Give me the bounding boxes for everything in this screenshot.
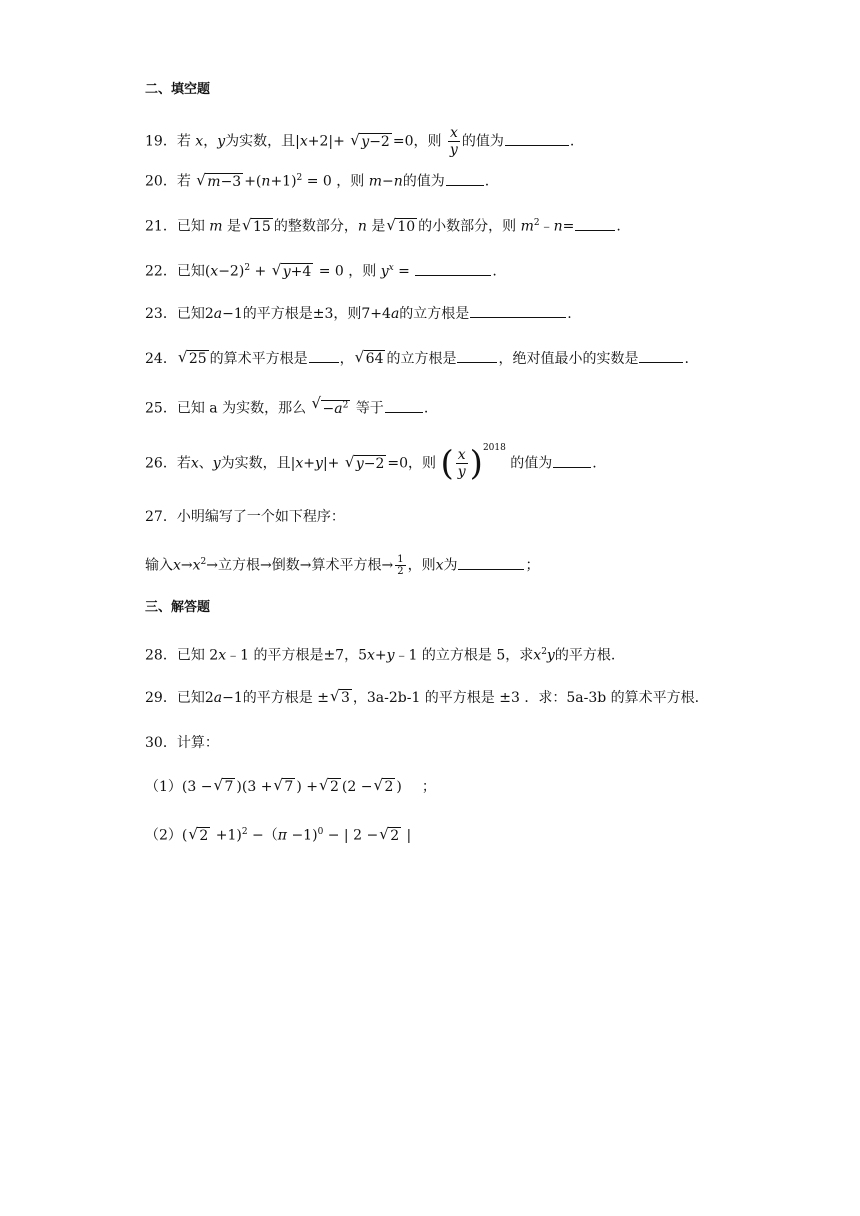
question-29 (145, 688, 699, 708)
radical: √ 7 (213, 776, 234, 795)
q20-text: 的值为 (402, 173, 445, 190)
exponent: 2 (241, 827, 248, 837)
period: . (492, 263, 497, 280)
answer-blank[interactable] (639, 348, 683, 363)
q26-text: 若 (176, 455, 191, 472)
var-a: a (213, 690, 223, 706)
var-x: x (210, 263, 219, 280)
question-number: 25． (145, 400, 177, 417)
var-x: x (533, 647, 542, 664)
question-20 (145, 168, 489, 192)
question-24 (145, 348, 689, 369)
answer-blank[interactable] (470, 303, 566, 318)
radicand: 64 (365, 351, 384, 367)
var-y: y (386, 647, 395, 664)
exponent: 0 (317, 827, 324, 837)
radical: √ y−2 (350, 130, 390, 150)
numerator: 1 (397, 554, 404, 566)
var-y: y (361, 133, 370, 150)
q21-text: 的小数部分，则 (418, 218, 517, 235)
var-a: a (390, 306, 400, 322)
q23-text: 的立方根是 (399, 306, 470, 322)
radicand: 7 (224, 779, 234, 795)
question-30-part-1 (145, 777, 436, 797)
radicand: 2 (330, 779, 339, 795)
var-n: n (357, 218, 367, 235)
exponent: 2 (342, 400, 349, 410)
question-27-program (145, 552, 539, 577)
expr-text: (3 − (181, 779, 213, 795)
q28-text: ﹣1 的立方根是 5，求 (394, 647, 534, 664)
equals: = (393, 263, 415, 280)
question-number: 24． (145, 351, 177, 367)
q19-comma: ， (203, 133, 218, 150)
radical: √ 64 (354, 348, 384, 367)
q27-text: 输入 (145, 557, 173, 574)
question-number: 20． (145, 173, 177, 190)
radicand: −3 (220, 173, 242, 190)
plus: + (250, 263, 271, 280)
expr-text: )(3 + (236, 779, 273, 795)
var-x: x (190, 455, 199, 472)
q26-text: 的值为 (510, 455, 553, 472)
q22-text: = 0 ，则 (314, 263, 377, 280)
question-19 (145, 125, 574, 158)
question-26 (145, 442, 597, 484)
period: . (423, 400, 429, 417)
period: . (567, 306, 572, 322)
question-number: 29． (145, 690, 177, 706)
q21-text: 已知 (176, 218, 205, 235)
arrow: → (180, 557, 193, 574)
question-number: 22． (145, 263, 177, 280)
q19-text: 若 (176, 133, 191, 150)
q21-text: 是 (371, 218, 386, 235)
var-x: x (299, 133, 308, 150)
answer-blank[interactable] (309, 348, 339, 363)
q26-text: =0，则 (387, 455, 437, 472)
question-30 (145, 733, 219, 753)
question-number: 26． (145, 455, 177, 472)
q28-text: 的平方根. (554, 647, 616, 664)
q20-text: = 0 ，则 (302, 173, 365, 190)
semicolon: ； (421, 779, 436, 795)
answer-blank[interactable] (415, 261, 491, 276)
q24-text: 的算术平方根是 (209, 351, 308, 367)
q19-text: 为实数，且| (225, 133, 300, 150)
period: . (616, 218, 621, 235)
var-y: y (282, 263, 291, 280)
radical: √ 2 (188, 824, 209, 844)
var-y: y (217, 133, 226, 150)
numerator: x (457, 447, 466, 463)
q20-text: +( (244, 173, 262, 190)
expr-text: ) (396, 779, 402, 795)
period: . (569, 133, 575, 150)
var-y: y (212, 455, 221, 472)
q24-text: ，绝对值最小的实数是 (498, 351, 639, 367)
semicolon: ； (525, 557, 540, 574)
radicand: −2 (369, 133, 390, 150)
var-x: x (367, 647, 375, 664)
fraction-x-over-y (456, 447, 468, 480)
answer-blank[interactable] (385, 398, 423, 413)
var-a: a (334, 400, 343, 417)
radical: √ 10 (386, 215, 416, 235)
exponent: 2 (541, 647, 547, 657)
q29-text: ，3a-2b-1 的平方根是 ±3 ．求：5a-3b 的算术平方根. (352, 690, 700, 706)
plus: + (303, 455, 316, 472)
radical: √ 7 (273, 776, 294, 795)
question-30-part-2 (145, 822, 411, 846)
var-n: n (261, 173, 271, 190)
q19-text: +2|+ (307, 133, 345, 150)
q29-text: −1的平方根是 ± (222, 690, 329, 706)
var-y: y (546, 647, 555, 664)
answer-blank[interactable] (457, 348, 497, 363)
q28-text: ﹣1 的平方根是±7，5 (226, 647, 367, 664)
q22-text: 已知( (176, 263, 211, 280)
exponent: 2 (244, 263, 251, 273)
question-number: 30． (145, 735, 177, 751)
q23-text: −1的平方根是±3，则7+4 (222, 306, 391, 322)
radicand: 2 (199, 827, 209, 844)
question-28 (145, 642, 615, 666)
expr-text: − | 2 − (323, 827, 379, 844)
fraction-one-half (395, 554, 405, 577)
period: . (484, 173, 490, 190)
expr-text: +1) (211, 827, 242, 844)
radical: √ 2 (373, 776, 394, 795)
period: . (684, 351, 689, 367)
radicand: +4 (290, 263, 312, 280)
radicand: −2 (363, 455, 385, 472)
equals: = (562, 218, 575, 235)
var-x: x (435, 557, 444, 574)
fraction-x-over-y (448, 125, 460, 158)
minus: − (322, 400, 335, 417)
radical: √ 25 (177, 348, 207, 367)
q19-text: 的值为 (461, 133, 504, 150)
exponent: x (388, 263, 394, 273)
radicand: 10 (397, 218, 416, 235)
denominator: 2 (397, 566, 404, 578)
part-label: （1） (145, 779, 182, 795)
radicand: 15 (253, 218, 271, 235)
q19-text: =0，则 (392, 133, 442, 150)
radical: √ y−2 (344, 452, 385, 472)
exponent: 2 (200, 557, 207, 567)
question-number: 23． (145, 306, 177, 322)
answer-blank[interactable] (458, 555, 524, 570)
expr-text: −1) (287, 827, 318, 844)
var-x: x (192, 557, 201, 574)
q26-text: 、 (198, 455, 213, 472)
expr-text: ( (181, 827, 188, 844)
radicand: 2 (384, 779, 394, 795)
var-a: a (213, 306, 223, 322)
var-m: m (368, 173, 383, 190)
q25-text: 已知 a 为实数，那么 (176, 400, 307, 417)
var-x: x (218, 647, 227, 664)
q29-text: 已知2 (176, 690, 214, 706)
exponent: 2 (533, 218, 540, 228)
radical: √ m−3 (196, 170, 242, 190)
expr-text: ) + (296, 779, 318, 795)
expr-text: −（ (247, 827, 278, 844)
expr-text: (2 − (341, 779, 373, 795)
question-23 (145, 303, 572, 324)
q22-text: −2) (218, 263, 245, 280)
radical: √ 2 (319, 776, 339, 795)
radical: √ 2 (379, 824, 400, 844)
pi-symbol: π (277, 827, 287, 844)
q25-text: 等于 (355, 400, 384, 417)
question-27 (145, 507, 345, 527)
var-y: y (355, 455, 364, 472)
question-21 (145, 213, 621, 237)
var-x: x (295, 455, 304, 472)
plus: + (374, 647, 387, 664)
var-y: y (315, 455, 323, 472)
denominator: y (449, 142, 458, 158)
answer-blank[interactable] (505, 131, 569, 146)
radicand: 7 (284, 779, 294, 795)
q20-text: 若 (176, 173, 191, 190)
radicand: 2 (390, 827, 400, 844)
var-y: y (380, 263, 389, 280)
q27-text: →立方根→倒数→算术平方根→ (206, 557, 394, 574)
var-m: m (209, 218, 223, 235)
q24-text: 的立方根是 (386, 351, 457, 367)
answer-blank[interactable] (575, 216, 615, 231)
minus: ﹣ (539, 218, 554, 235)
q24-comma: ， (339, 351, 354, 367)
question-22 (145, 258, 497, 282)
q20-text: +1) (270, 173, 297, 190)
period: . (592, 455, 597, 472)
expr-text: | (402, 827, 412, 844)
radical: √ 3 (329, 687, 350, 706)
left-paren: ( (440, 443, 454, 484)
answer-blank[interactable] (553, 453, 591, 468)
denominator: y (457, 464, 466, 480)
question-number: 21． (145, 218, 177, 235)
var-n: n (553, 218, 563, 235)
question-number: 28． (145, 647, 177, 664)
q27-text: 小明编写了一个如下程序： (176, 509, 345, 525)
numerator: x (449, 125, 458, 141)
var-m: m (520, 218, 534, 235)
exponent: 2 (296, 173, 303, 183)
q23-text: 已知2 (176, 306, 214, 322)
radical: √ y+4 (271, 260, 312, 280)
radical: √ 15 (242, 215, 271, 235)
answer-blank[interactable] (446, 171, 484, 186)
section-title-answer: 三、解答题 (145, 600, 211, 615)
q28-text: 已知 2 (176, 647, 219, 664)
q26-text: 为实数，且| (220, 455, 296, 472)
question-number: 19． (145, 133, 177, 150)
q26-text: |+ (322, 455, 340, 472)
q21-text: 的整数部分， (273, 218, 358, 235)
var-n: n (393, 173, 403, 190)
radical: √ $-a^2$ (311, 394, 349, 417)
exponent: 2018 (482, 442, 506, 453)
part-label: （2） (145, 827, 182, 844)
var-x: x (195, 133, 204, 150)
right-paren: ) (469, 443, 483, 484)
question-25 (145, 395, 428, 419)
q27-text: 为 (443, 557, 458, 574)
var-x: x (173, 557, 181, 574)
q21-text: 是 (227, 218, 242, 235)
q30-text: 计算： (176, 735, 219, 751)
radicand: 3 (340, 690, 350, 706)
section-title-fill: 二、填空题 (145, 82, 211, 97)
minus: − (382, 173, 394, 190)
radicand: 25 (188, 351, 207, 367)
q27-text: ，则 (407, 557, 436, 574)
var-m: m (207, 173, 221, 190)
question-number: 27． (145, 509, 177, 525)
